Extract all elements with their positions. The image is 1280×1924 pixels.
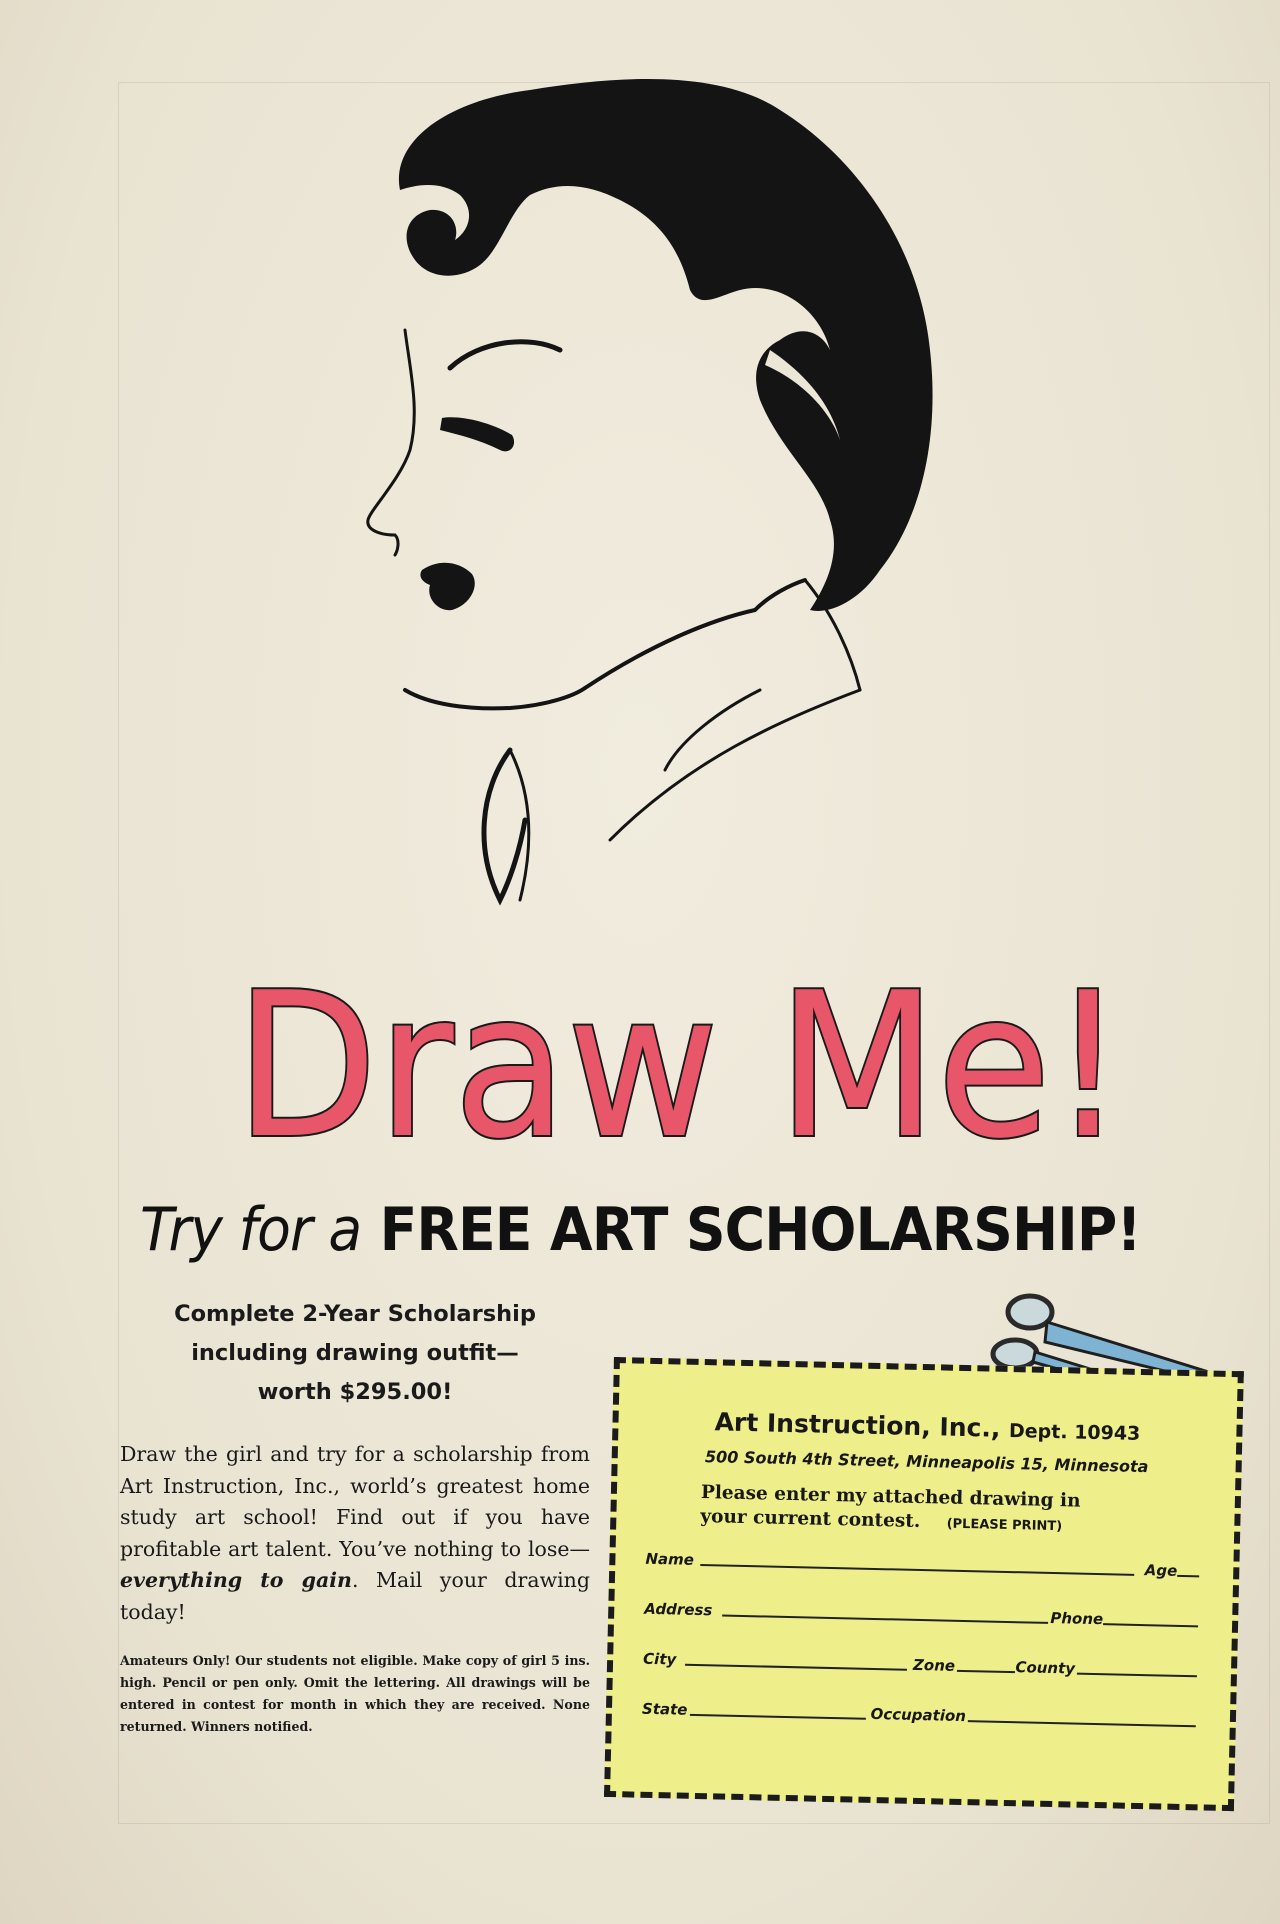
- body-copy: [120, 1439, 590, 1628]
- subhead-main: FREE ART SCHOLARSHIP!: [379, 1195, 1141, 1265]
- fine-print-text: Our students not eligible. Make copy of girl 5 ins. high. Pencil or pen only. Omit the lettering. All drawings will be entered in contest for month in which they are received. None returned. Winners notified.: [120, 1653, 590, 1734]
- prize-line-1: Complete 2-Year Scholarship: [174, 1301, 536, 1327]
- city-field-line[interactable]: [685, 1664, 907, 1671]
- girl-illustration: [360, 50, 1100, 970]
- county-field-label: County: [1015, 1658, 1076, 1678]
- coupon-content: [604, 1357, 1244, 1811]
- coupon-company: [612, 1405, 1242, 1448]
- prize-line-2: including drawing outfit—: [191, 1340, 519, 1366]
- please-print-note: (PLEASE PRINT): [946, 1516, 1063, 1535]
- body-text-end: . Mail your drawing today!: [120, 1568, 591, 1624]
- fine-print: [120, 1650, 590, 1738]
- state-field-label: State: [641, 1699, 688, 1719]
- left-column: [120, 1295, 590, 1738]
- name-field-line[interactable]: [700, 1564, 1134, 1576]
- state-field-line[interactable]: [690, 1714, 866, 1720]
- body-text-start: Draw the girl and try for a scholarship from Art Instruction, Inc., world’s greatest home study art school! Find out if you have profitable art talent. You’ve nothing to lose—: [120, 1442, 590, 1561]
- county-field-line[interactable]: [1077, 1673, 1197, 1678]
- company-address: 500 South 4th Street, Minneapolis 15, Minnesota: [704, 1447, 1149, 1477]
- address-field-label: Address: [644, 1599, 713, 1620]
- city-field-label: City: [642, 1649, 677, 1669]
- address-field-line[interactable]: [722, 1615, 1048, 1624]
- body-text-italic: everything to gain: [120, 1568, 352, 1592]
- state-occupation-row: [642, 1688, 1197, 1731]
- occupation-field-label: Occupation: [870, 1704, 967, 1726]
- fine-print-lead: Amateurs Only!: [120, 1653, 231, 1668]
- coupon-instruction: [700, 1481, 1181, 1542]
- zone-field-line[interactable]: [957, 1670, 1015, 1673]
- company-dept: Dept. 10943: [1008, 1419, 1141, 1445]
- phone-field-label: Phone: [1050, 1608, 1104, 1629]
- subhead-prefix: Try for a: [140, 1195, 362, 1265]
- prize-description: [120, 1295, 590, 1412]
- name-age-row: [645, 1538, 1200, 1581]
- headline-draw-me: [200, 940, 1160, 1180]
- headline-text: Draw Me!: [235, 950, 1125, 1180]
- instruction-line-1: Please enter my attached drawing in: [700, 1482, 1081, 1512]
- occupation-field-line[interactable]: [968, 1720, 1196, 1727]
- address-phone-row: [644, 1588, 1199, 1631]
- prize-line-3: worth $295.00!: [257, 1379, 453, 1405]
- name-field-label: Name: [645, 1549, 695, 1569]
- company-name: Art Instruction, Inc.,: [714, 1407, 1001, 1443]
- age-field-label: Age: [1144, 1561, 1178, 1580]
- zone-field-label: Zone: [912, 1655, 956, 1675]
- city-zone-county-row: [643, 1638, 1198, 1681]
- instruction-line-2: your current contest.: [700, 1506, 921, 1532]
- subhead: [140, 1195, 1170, 1265]
- entry-coupon: [604, 1357, 1244, 1811]
- phone-field-line[interactable]: [1103, 1623, 1198, 1627]
- age-field-line[interactable]: [1177, 1575, 1199, 1577]
